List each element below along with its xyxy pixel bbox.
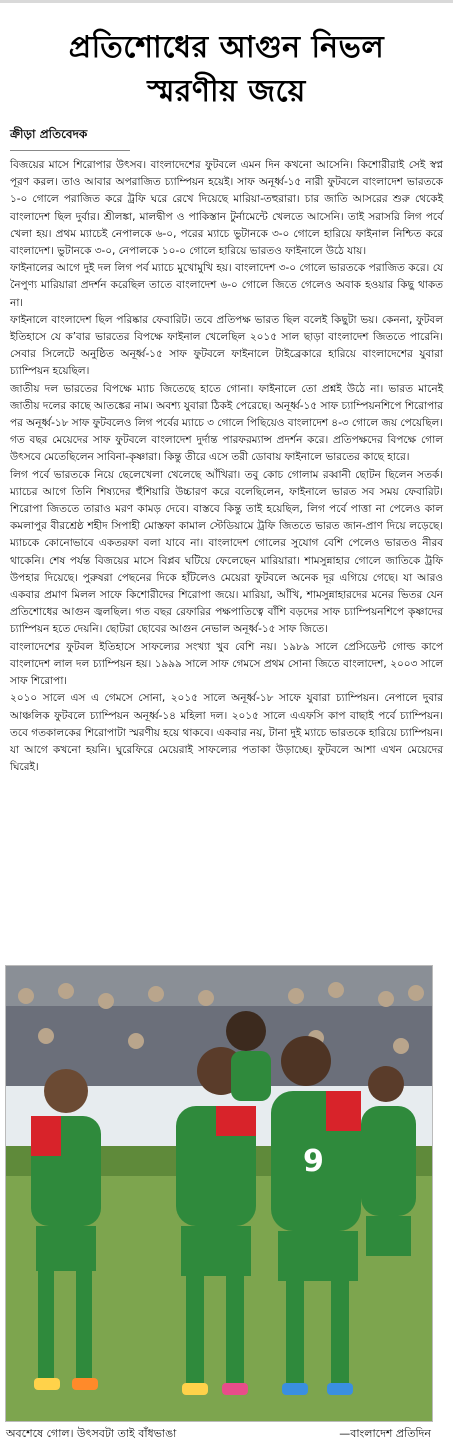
caption-text: অবশেষে গোল। উৎসবটা তাই বাঁধভাঙা — [6, 1427, 177, 1440]
headline-line-2: স্মরণীয় জয়ে — [147, 74, 306, 109]
jersey-number: 9 — [303, 1144, 324, 1179]
photo-caption — [6, 1427, 431, 1441]
paragraph: ফাইনালে বাংলাদেশ ছিল পরিষ্কার ফেবারিট। তবে প্রতিপক্ষ ভারত ছিল বলেই কিছুটা ভয়। কেননা, ফুটবল ইতিহাসে যে ক’বার ভারতের বিপক্ষে ফাইনাল খেলেছিল ২০১৫ সাল ছাড়া বাংলাদেশ জিততে পারেনি। সেবার সিলেটে অনুষ্ঠিত অনূর্ধ্ব-১৫ সাফ ফুটবলে ফাইনালে টাইব্রেকারে হারিয়ে বাংলাদেশের যুবারা চ্যাম্পিয়ন হয়েছিল। — [10, 313, 443, 378]
byline: ক্রীড়া প্রতিবেদক — [10, 126, 130, 151]
headline-line-1: প্রতিশোধের আগুন নিভল — [68, 30, 385, 65]
photo-credit: —বাংলাদেশ প্রতিদিন — [339, 1427, 431, 1440]
paragraph: লিগ পর্বে ভারতকে নিয়ে ছেলেখেলা খেলেছে আঁখিরা। তবু কোচ গোলাম রব্বানী ছোটন ছিলেন সতর্ক। ম্যাচের আগে তিনি শিষ্যদের হুঁশিয়ারি উচ্চারণ করে বলেছিলেন, ফাইনালে ভারত সব সময় ফেবারিট। শিরোপা জিততে তারাও মরণ কামড় দেবে। বাস্তবে কিন্তু তাই হয়েছিল, লিগ পর্বে পাত্তা না পেলেও কাল কমলাপুর বীরশ্রেষ্ঠ শহীদ সিপাহী মোস্তফা কামাল স্টেডিয়ামে ট্রফি জিততে ভারত জান-প্রাণ দিয়ে লড়েছে। ম্যাচকে কোনোভাবে একতরফা বলা যাবে না। বাংলাদেশ গোলের সুযোগ বেশি পেলেও ভারতও নীরব থাকেনি। শেষ পর্যন্ত বিজয়ের মাসে বিপ্লব ঘটিয়ে ফেলেছেন মারিয়ারা। শামসুন্নাহার গোলে জাতিকে ট্রফি উপহার দিয়েছে। পুরুষরা পেছনের দিকে হাঁটলেও মেয়েরা ফুটবলে অনেক দূর এগিয়ে গেছে। যা আরও একবার প্রমাণ মিলল সাফে কিশোরীদের শিরোপা জয়ে। মারিয়া, আঁখি, শামসুন্নাহারদের মনের ভিতর যেন প্রতিশোধের আগুন জ্বলছিল। গত বছর রেফারির পক্ষপাতিত্বে বাঁশি বড়দের সাফ চ্যাম্পিয়নশিপে কৃষ্ণাদের চ্যাম্পিয়ন হতে দেয়নি। ছোটরা ছোবের আগুন নেভাল অনূর্ধ্ব-১৫ সাফ জিতে। — [10, 468, 443, 636]
paragraph: বাংলাদেশের ফুটবল ইতিহাসে সাফল্যের সংখ্যা খুব বেশি নয়। ১৯৮৯ সালে প্রেসিডেন্ট গোল্ড কাপে বাংলাদেশ লাল দল চ্যাম্পিয়ন হয়। ১৯৯৯ সালে সাফ গেমসে প্রথম সোনা জিতে বাংলাদেশ, ২০০৩ সালে সাফ শিরোপা। — [10, 640, 443, 688]
match-photo — [5, 965, 433, 1422]
top-rule — [0, 0, 453, 3]
paragraph: ২০১০ সালে এস এ গেমসে সোনা, ২০১৫ সালে অনূর্ধ্ব-১৮ সাফে যুবারা চ্যাম্পিয়ন। নেপালে দুবার আঞ্চলিক ফুটবলে চ্যাম্পিয়ন অনূর্ধ্ব-১৪ মহিলা দল। ২০১৫ সালে এএফসি কাপ বাছাই পর্বে চ্যাম্পিয়ন। তবে গতকালকের শিরোপাটা স্মরণীয় হয়ে থাকবে। একবার নয়, টানা দুই ম্যাচে ভারতকে হারিয়ে চ্যাম্পিয়ন। যা আগে কখনো হয়নি। ঘুরেফিরে মেয়েরাই সাফল্যের পতাকা উড়াচ্ছে। ফুটবলে আশা এখন মেয়েদের ঘিরেই। — [10, 692, 443, 774]
celebration-photo-illustration — [6, 966, 432, 1421]
paragraph: ফাইনালের আগে দুই দল লিগ পর্ব ম্যাচে মুখোমুখি হয়। বাংলাদেশ ৩-০ গোলে ভারতকে পরাজিত করে। যে নৈপুণ্য মারিয়ারা প্রদর্শন করেছিল তাতে বাংলাদেশ ৬-০ গোলে জিতে গেলেও অবাক হওয়ার কিছু থাকত না। — [10, 262, 443, 309]
paragraph: জাতীয় দল ভারতের বিপক্ষে ম্যাচ জিতেছে হাতে গোনা। ফাইনালে তো প্রশ্নই উঠে না। ভারত মানেই জাতীয় দলের কাছে আতঙ্কের নাম। অবশ্য যুবারা ঠিকই পেরেছে। অনূর্ধ্ব-১৫ সাফ চ্যাম্পিয়নশিপে শিরোপার পর অনূর্ধ্ব-১৮ সাফ ফুটবলেও লিগ পর্বের ম্যাচে ৩ গোলে পিছিয়েও বাংলাদেশ ৪-৩ গোলে জয় পেয়েছিল। গত বছর মেয়েদের সাফ ফুটবলে বাংলাদেশ দুর্দান্ত পারফরম্যান্স প্রদর্শন করে। প্রতিপক্ষদের বিপক্ষে গোল উৎসবে মেতেছিলেন সাবিনা-কৃষ্ণারা। কিন্তু তীরে এসে তরী ডোবায় ফাইনালে ভারতের কাছে হারে। — [10, 382, 443, 464]
article-body — [10, 157, 443, 776]
paragraph: বিজয়ের মাসে শিরোপার উৎসব। বাংলাদেশের ফুটবলে এমন দিন কখনো আসেনি। কিশোরীরাই সেই স্বপ্ন পূরণ করল। তাও আবার অপরাজিত চ্যাম্পিয়ন হয়েই। সাফ অনূর্ধ্ব-১৫ নারী ফুটবলে বাংলাদেশ ভারতকে ১-০ গোলে পরাজিত করে ট্রফি ঘরে রেখে দিয়েছে মারিয়া-তহুরারা। চার জাতি আসরের শুরু থেকেই বাংলাদেশ ছিল দুর্বার। শ্রীলঙ্কা, মালদ্বীপ ও পাকিস্তান টুর্নামেন্টে খেলতে আসেনি। তাই সরাসরি লিগ পর্বে খেলা হয়। প্রথম ম্যাচেই নেপালকে ৬-০, পরের ম্যাচে ভুটানকে ৩-০ গোলে হারিয়ে ফাইনাল নিশ্চিত করে বাংলাদেশ। ভুটানকে ৩-০, নেপালকে ১০-০ গোলে হারিয়ে ভারতও ফাইনালে উঠে যায়। — [10, 159, 443, 258]
headline — [10, 26, 443, 114]
